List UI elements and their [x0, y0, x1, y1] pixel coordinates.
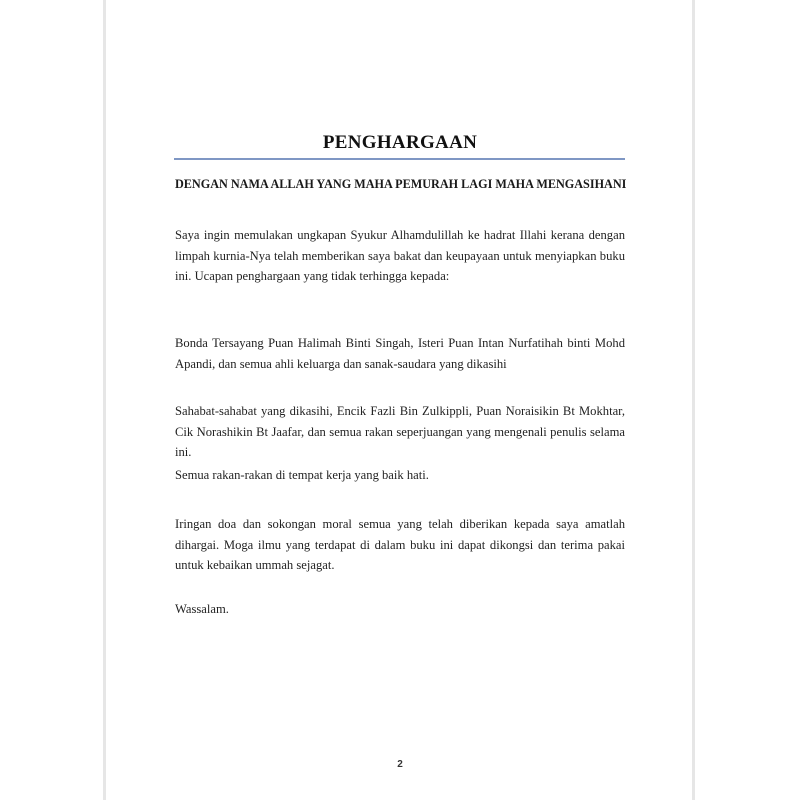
paragraph-wassalam: Wassalam. — [175, 602, 229, 616]
paragraph-family: Bonda Tersayang Puan Halimah Binti Singah, Isteri Puan Intan Nurfatihah binti Mohd Apandi, dan semua ahli keluarga dan sanak-saudara yang dikasihi — [175, 336, 625, 371]
page-number: 2 — [397, 759, 403, 770]
paragraph-closing: Iringan doa dan sokongan moral semua yang telah diberikan kepada saya amatlah dihargai. Moga ilmu yang terdapat di dalam buku ini dapat dikongsi dan terima pakai untuk kebaikan ummah sejagat. — [175, 517, 625, 572]
page-right-edge — [692, 0, 695, 800]
paragraph-intro: Saya ingin memulakan ungkapan Syukur Alhamdulillah ke hadrat Illahi kerana dengan limpah kurnia-Nya telah memberikan saya bakat dan keupayaan untuk menyiapkan buku ini. Ucapan penghargaan yang tidak terhingga kepada: — [175, 228, 625, 283]
title-underline-divider — [174, 158, 625, 160]
paragraph-friends: Sahabat-sahabat yang dikasihi, Encik Fazli Bin Zulkippli, Puan Noraisikin Bt Mokhtar, Cik Norashikin Bt Jaafar, dan semua rakan seperjuangan yang mengenali penulis selama ini. — [175, 404, 625, 459]
page-left-edge — [103, 0, 106, 800]
page-subtitle: DENGAN NAMA ALLAH YANG MAHA PEMURAH LAGI MAHA MENGASIHANI — [175, 177, 627, 191]
page-title: PENGHARGAAN — [322, 132, 478, 153]
paragraph-colleagues: Semua rakan-rakan di tempat kerja yang baik hati. — [175, 468, 429, 482]
